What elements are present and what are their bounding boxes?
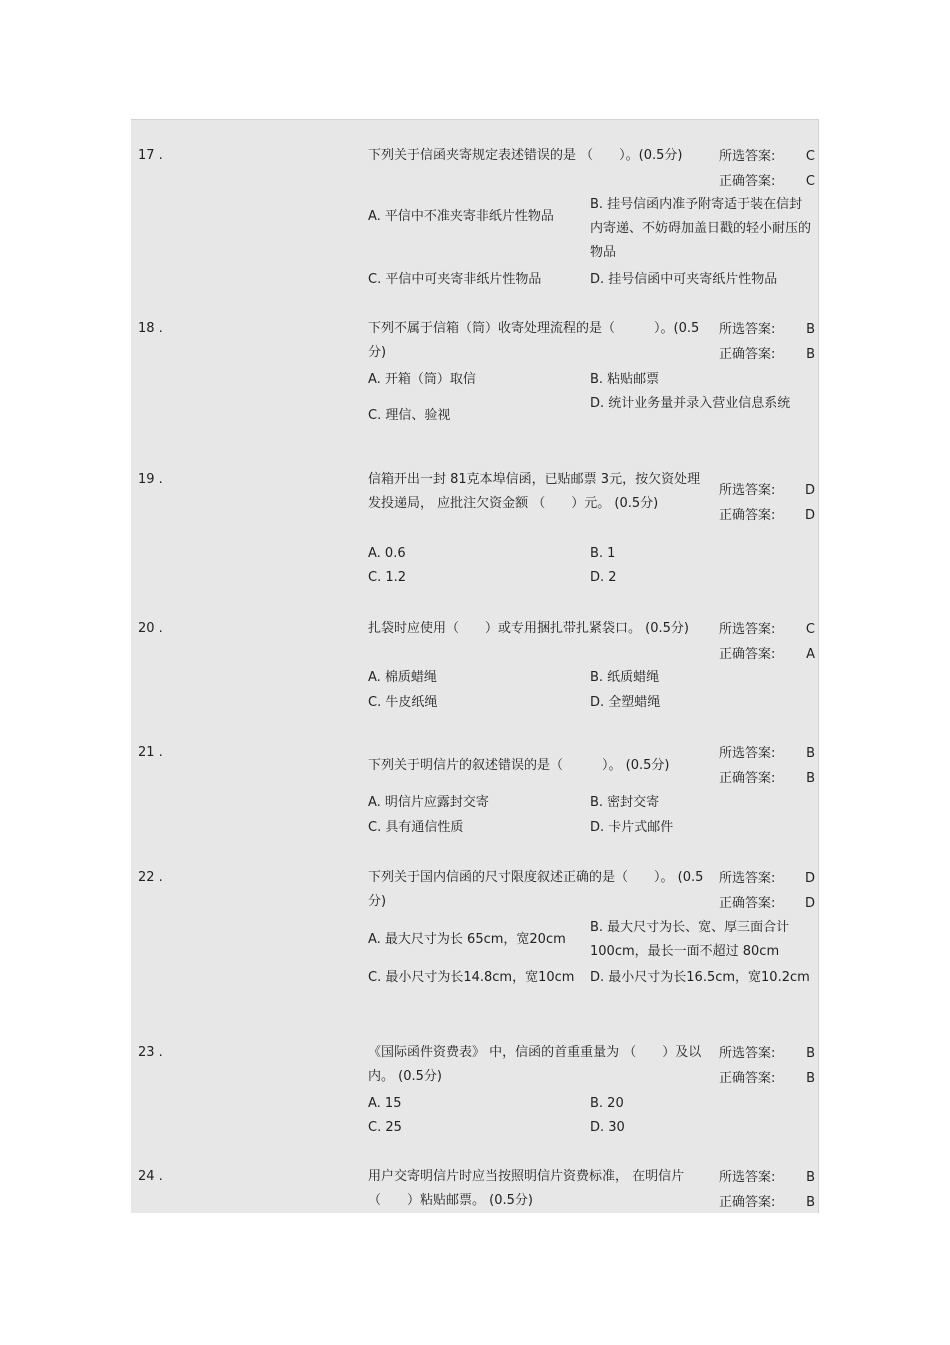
question-number: 22 . — [138, 870, 163, 885]
question-stem: 信箱开出一封 81克本埠信函，已贴邮票 3元，按欠资处理发投递局， 应批注欠资金额 （ ）元。 (0.5分) — [368, 472, 701, 511]
selected-answer-row — [719, 317, 815, 342]
selected-answer-value: C — [805, 149, 815, 164]
option-a: A. 棉质蜡绳 — [368, 670, 437, 685]
option-c: C. 1.2 — [368, 570, 407, 585]
selected-answer-value: D — [804, 483, 815, 498]
correct-answer-label: 正确答案: — [719, 771, 776, 786]
selected-answer-value: D — [804, 871, 815, 886]
option-d: D. 30 — [590, 1120, 625, 1135]
option-c: C. 牛皮纸绳 — [368, 695, 438, 710]
option-d: D. 2 — [590, 570, 617, 585]
correct-answer-value: C — [805, 174, 815, 189]
correct-answer-label: 正确答案: — [719, 896, 776, 911]
answer-block — [719, 866, 815, 916]
correct-answer-value: B — [806, 1195, 815, 1210]
option-c: C. 理信、验视 — [368, 408, 451, 423]
selected-answer-label: 所选答案: — [719, 483, 776, 498]
option-b: B. 密封交寄 — [590, 795, 660, 810]
question-number: 23 . — [138, 1045, 163, 1060]
answer-block — [719, 1041, 815, 1091]
correct-answer-label: 正确答案: — [719, 647, 776, 662]
correct-answer-row — [719, 766, 815, 791]
selected-answer-value: B — [806, 1046, 815, 1061]
option-a: A. 0.6 — [368, 546, 406, 561]
question-stem: 下列关于国内信函的尺寸限度叙述正确的是（ ）。 (0.5分) — [368, 870, 704, 909]
answer-block — [719, 478, 815, 528]
correct-answer-label: 正确答案: — [719, 508, 776, 523]
option-b: B. 20 — [590, 1096, 624, 1111]
answer-block — [719, 741, 815, 791]
correct-answer-value: B — [806, 771, 815, 786]
selected-answer-row — [719, 741, 815, 766]
option-d: D. 卡片式邮件 — [590, 820, 674, 835]
answer-block — [719, 144, 815, 194]
selected-answer-value: B — [806, 322, 815, 337]
option-c: C. 平信中可夹寄非纸片性物品 — [368, 272, 542, 287]
question-number: 17 . — [138, 148, 163, 163]
correct-answer-value: D — [804, 508, 815, 523]
selected-answer-label: 所选答案: — [719, 1170, 776, 1185]
correct-answer-value: A — [806, 647, 815, 662]
option-c: C. 最小尺寸为长14.8cm，宽10cm — [368, 970, 575, 985]
correct-answer-row — [719, 642, 815, 667]
question-number: 21 . — [138, 745, 163, 760]
option-d: D. 统计业务量并录入营业信息系统 — [590, 396, 791, 411]
answer-block — [719, 1165, 815, 1213]
question-stem: 扎袋时应使用（ ）或专用捆扎带扎紧袋口。 (0.5分) — [368, 621, 689, 636]
selected-answer-label: 所选答案: — [719, 149, 776, 164]
question-number: 19 . — [138, 472, 163, 487]
option-b: B. 1 — [590, 546, 616, 561]
question-stem: 下列不属于信箱（筒）收寄处理流程的是（ ）。(0.5分) — [368, 321, 700, 360]
question-number: 18 . — [138, 321, 163, 336]
selected-answer-value: B — [806, 746, 815, 761]
selected-answer-label: 所选答案: — [719, 871, 776, 886]
answer-block — [719, 617, 815, 667]
correct-answer-label: 正确答案: — [719, 1071, 776, 1086]
question-list-panel — [131, 119, 819, 1213]
option-d: D. 挂号信函中可夹寄纸片性物品 — [590, 272, 778, 287]
question-stem: 下列关于信函夹寄规定表述错误的是 （ ）。(0.5分) — [368, 148, 683, 163]
selected-answer-row — [719, 617, 815, 642]
question-number: 20 . — [138, 621, 163, 636]
answer-block — [719, 317, 815, 367]
option-b: B. 挂号信函内准予附寄适于装在信封内寄递、不妨碍加盖日戳的轻小耐压的物品 — [590, 197, 812, 260]
correct-answer-label: 正确答案: — [719, 1195, 776, 1210]
option-b: B. 纸质蜡绳 — [590, 670, 660, 685]
selected-answer-label: 所选答案: — [719, 322, 776, 337]
option-a: A. 最大尺寸为长 65cm，宽20cm — [368, 932, 566, 947]
option-d: D. 最小尺寸为长16.5cm，宽10.2cm — [590, 970, 810, 985]
question-stem: 下列关于明信片的叙述错误的是（ ）。 (0.5分) — [368, 758, 670, 773]
correct-answer-row — [719, 1190, 815, 1213]
option-a: A. 15 — [368, 1096, 402, 1111]
correct-answer-label: 正确答案: — [719, 347, 776, 362]
option-c: C. 25 — [368, 1120, 402, 1135]
selected-answer-row — [719, 1165, 815, 1190]
option-b: B. 最大尺寸为长、宽、厚三面合计100cm，最长一面不超过 80cm — [590, 920, 790, 959]
selected-answer-row — [719, 144, 815, 169]
correct-answer-row — [719, 503, 815, 528]
option-b: B. 粘贴邮票 — [590, 372, 660, 387]
option-c: C. 具有通信性质 — [368, 820, 464, 835]
option-a: A. 开箱（筒）取信 — [368, 372, 476, 387]
selected-answer-row — [719, 478, 815, 503]
correct-answer-label: 正确答案: — [719, 174, 776, 189]
option-d: D. 全塑蜡绳 — [590, 695, 661, 710]
option-a: A. 平信中不准夹寄非纸片性物品 — [368, 209, 554, 224]
correct-answer-value: D — [804, 896, 815, 911]
correct-answer-row — [719, 169, 815, 194]
selected-answer-row — [719, 1041, 815, 1066]
correct-answer-row — [719, 1066, 815, 1091]
selected-answer-row — [719, 866, 815, 891]
selected-answer-value: C — [805, 622, 815, 637]
correct-answer-value: B — [806, 1071, 815, 1086]
selected-answer-label: 所选答案: — [719, 746, 776, 761]
question-number: 24 . — [138, 1169, 163, 1184]
correct-answer-row — [719, 891, 815, 916]
correct-answer-value: B — [806, 347, 815, 362]
selected-answer-label: 所选答案: — [719, 1046, 776, 1061]
selected-answer-value: B — [806, 1170, 815, 1185]
option-a: A. 明信片应露封交寄 — [368, 795, 489, 810]
question-stem: 《国际函件资费表》 中，信函的首重重量为 （ ）及以内。 (0.5分) — [368, 1045, 702, 1084]
correct-answer-row — [719, 342, 815, 367]
selected-answer-label: 所选答案: — [719, 622, 776, 637]
question-stem: 用户交寄明信片时应当按照明信片资费标准， 在明信片（ ）粘贴邮票。 (0.5分) — [368, 1169, 685, 1208]
